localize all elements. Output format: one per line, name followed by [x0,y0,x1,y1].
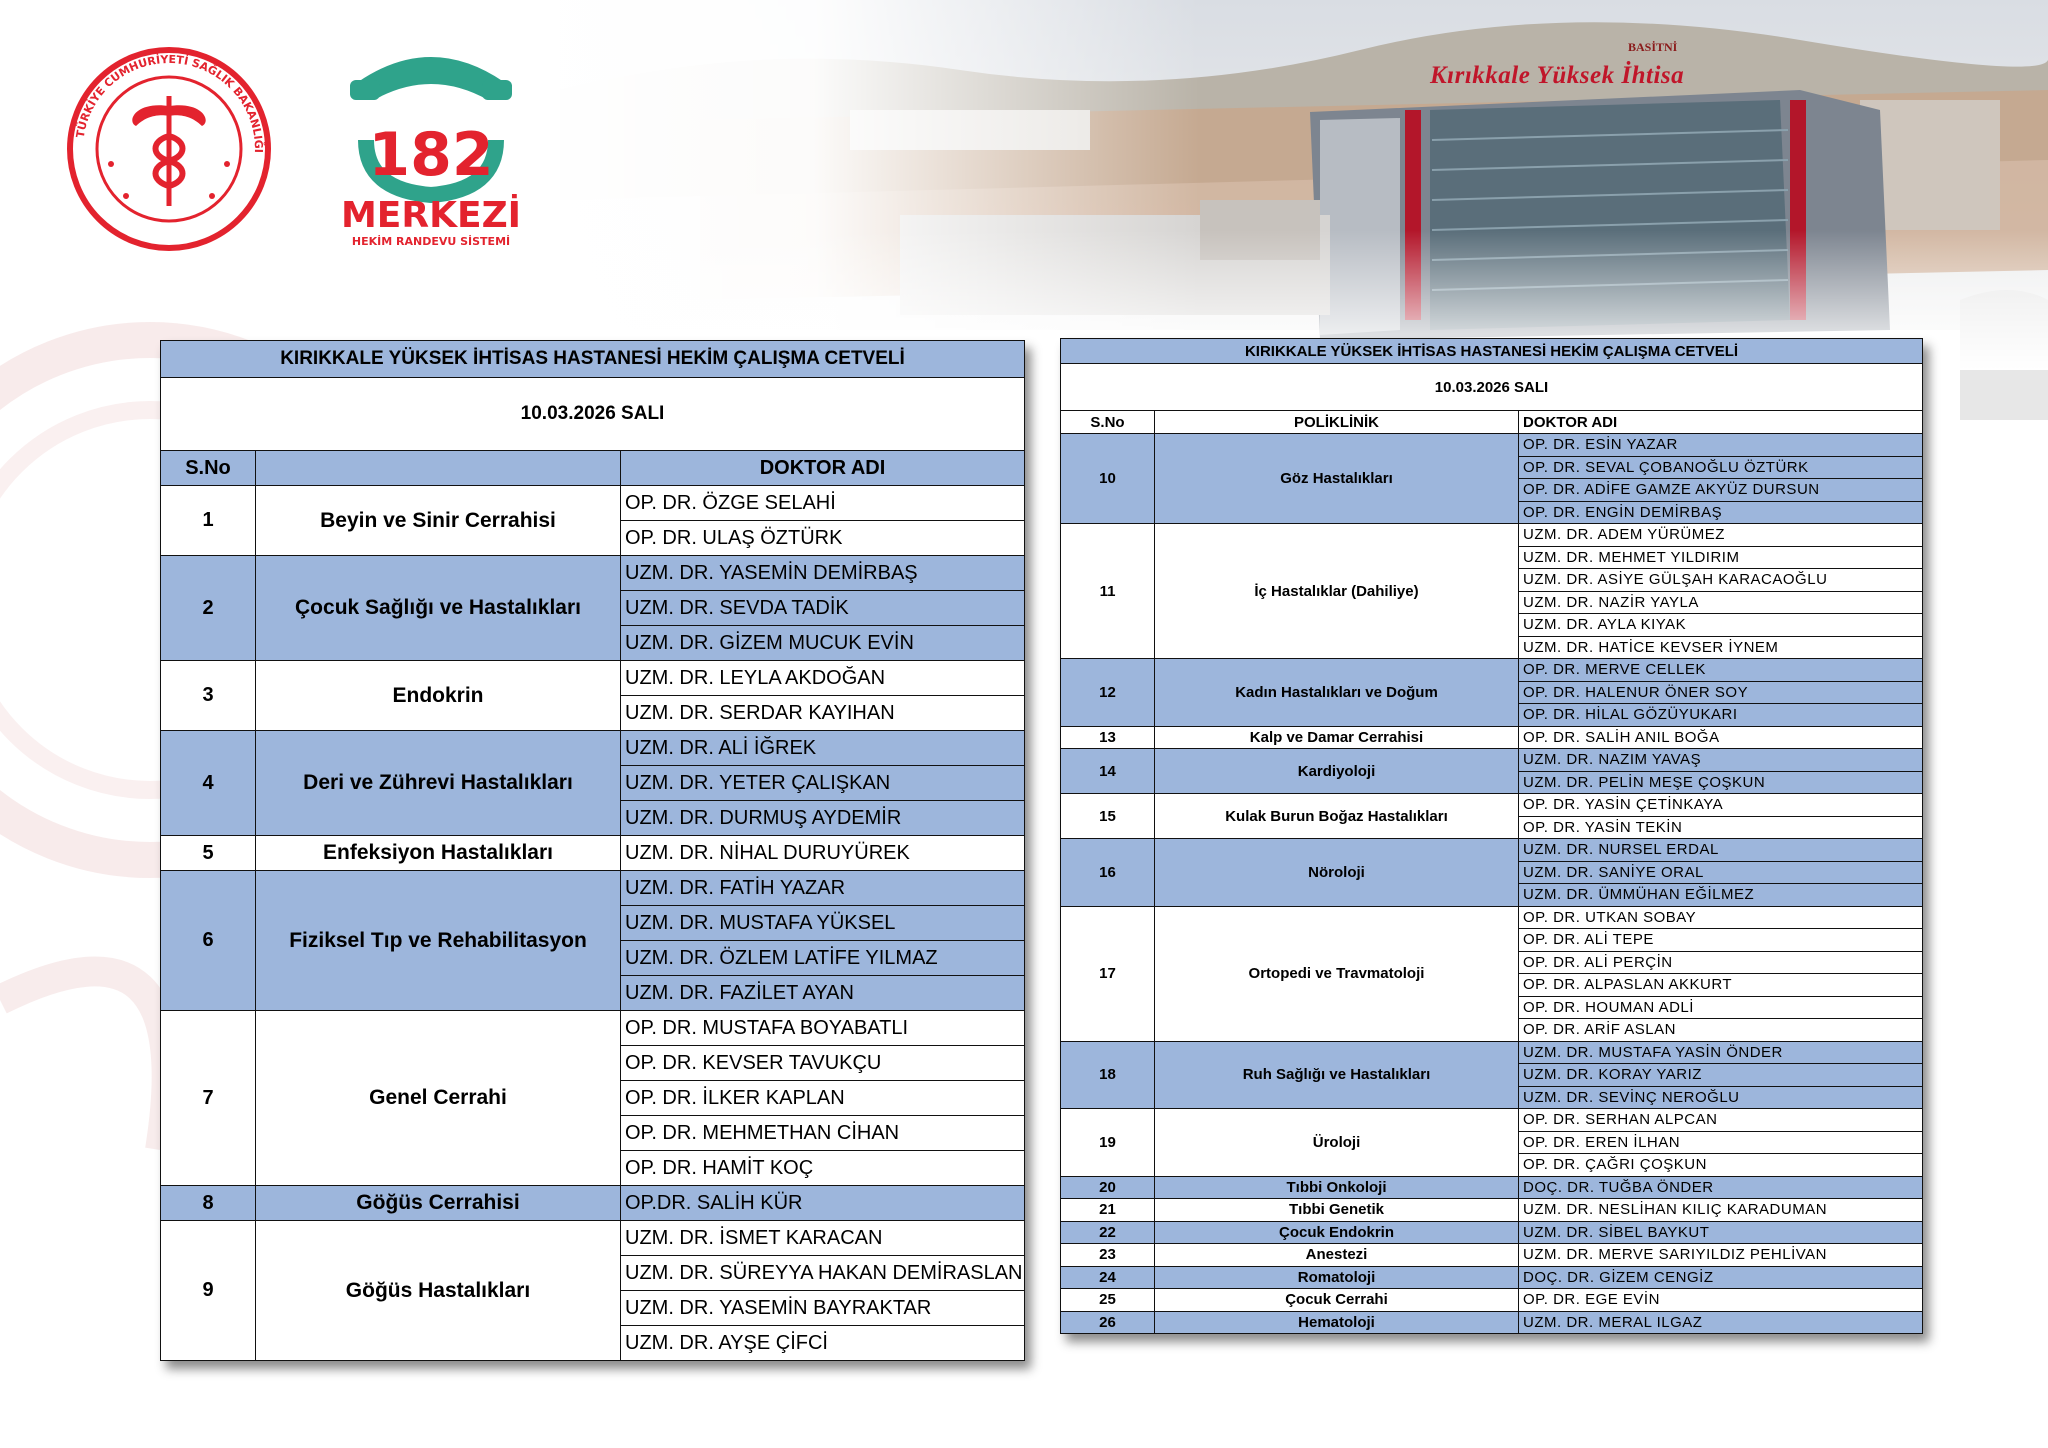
ministry-of-health-logo [66,46,272,252]
row-number: 8 [161,1186,256,1221]
table-row [161,1011,1025,1046]
doctor-name: UZM. DR. GİZEM MUCUK EVİN [621,626,1025,661]
polyclinic-name: Çocuk Cerrahi [1155,1289,1519,1312]
doctor-name: OP. DR. ALİ PERÇİN [1519,951,1923,974]
table-row [161,1186,1025,1221]
doctor-name: UZM. DR. DURMUŞ AYDEMİR [621,801,1025,836]
table-row [1061,749,1923,772]
polyclinic-name: Fiziksel Tıp ve Rehabilitasyon [256,871,621,1011]
column-header-polyclinic: POLİKLİNİK [1155,411,1519,434]
table-row [161,661,1025,696]
table-row [1061,726,1923,749]
doctor-name: OP. DR. HOUMAN ADLİ [1519,996,1923,1019]
schedule-table-right [1060,338,1923,1334]
doctor-name: UZM. DR. FAZİLET AYAN [621,976,1025,1011]
doctor-name: OP. DR. ARİF ASLAN [1519,1019,1923,1042]
table-row [161,871,1025,906]
polyclinic-name: Tıbbi Onkoloji [1155,1176,1519,1199]
polyclinic-name: Anestezi [1155,1244,1519,1267]
row-number: 7 [161,1011,256,1186]
doctor-name: UZM. DR. SERDAR KAYIHAN [621,696,1025,731]
doctor-name: OP. DR. ENGİN DEMİRBAŞ [1519,501,1923,524]
table-date: 10.03.2026 SALI [161,378,1025,451]
table-row [161,486,1025,521]
row-number: 25 [1061,1289,1155,1312]
doctor-name: UZM. DR. NAZİR YAYLA [1519,591,1923,614]
doctor-name: OP. DR. SERHAN ALPCAN [1519,1109,1923,1132]
polyclinic-name: Genel Cerrahi [256,1011,621,1186]
table-body [161,486,1025,1361]
row-number: 16 [1061,839,1155,907]
doctor-name: OP. DR. EREN İLHAN [1519,1131,1923,1154]
table-row [1061,434,1923,457]
doctor-name: OP. DR. SEVAL ÇOBANOĞLU ÖZTÜRK [1519,456,1923,479]
182-number: 182 [368,120,494,190]
row-number: 3 [161,661,256,731]
table-row [1061,794,1923,817]
doctor-name: OP. DR. ALİ TEPE [1519,929,1923,952]
row-number: 6 [161,871,256,1011]
doctor-name: UZM. DR. MERVE SARIYILDIZ PEHLİVAN [1519,1244,1923,1267]
doctor-name: UZM. DR. MEHMET YILDIRIM [1519,546,1923,569]
table-row [1061,1109,1923,1132]
row-number: 13 [1061,726,1155,749]
doctor-name: UZM. DR. NESLİHAN KILIÇ KARADUMAN [1519,1199,1923,1222]
polyclinic-name: Endokrin [256,661,621,731]
row-number: 2 [161,556,256,661]
table-date: 10.03.2026 SALI [1061,364,1923,411]
row-number: 22 [1061,1221,1155,1244]
table-row [1061,1041,1923,1064]
column-header-doctor: DOKTOR ADI [621,451,1025,486]
row-number: 4 [161,731,256,836]
table-row [1061,1221,1923,1244]
doctor-name: UZM. DR. MUSTAFA YASİN ÖNDER [1519,1041,1923,1064]
doctor-name: OP. DR. ULAŞ ÖZTÜRK [621,521,1025,556]
column-header-polyclinic [256,451,621,486]
doctor-name: OP. DR. SALİH ANIL BOĞA [1519,726,1923,749]
doctor-name: OP. DR. HİLAL GÖZÜYUKARI [1519,704,1923,727]
row-number: 20 [1061,1176,1155,1199]
doctor-name: UZM. DR. ADEM YÜRÜMEZ [1519,524,1923,547]
svg-text:TÜRKİYE CUMHURİYETİ SAĞLIK BAK: TÜRKİYE CUMHURİYETİ SAĞLIK BAKANLIĞI [73,52,266,154]
building-sign: Kırıkkale Yüksek İhtisa [1430,62,1685,89]
doctor-name: UZM. DR. SEVDA TADİK [621,591,1025,626]
svg-text:MERKEZİ: MERKEZİ [340,195,522,236]
polyclinic-name: Nöroloji [1155,839,1519,907]
polyclinic-name: Beyin ve Sinir Cerrahisi [256,486,621,556]
table-row [1061,1199,1923,1222]
row-number: 15 [1061,794,1155,839]
doctor-name: UZM. DR. MUSTAFA YÜKSEL [621,906,1025,941]
table-row [1061,839,1923,862]
row-number: 24 [1061,1266,1155,1289]
doctor-name: UZM. DR. NİHAL DURUYÜREK [621,836,1025,871]
building-sign-small: BASİTNİ [1628,40,1678,54]
doctor-name: UZM. DR. ÖZLEM LATİFE YILMAZ [621,941,1025,976]
doctor-name: UZM. DR. ÜMMÜHAN EĞİLMEZ [1519,884,1923,907]
table-row [1061,1311,1923,1334]
doctor-name: UZM. DR. YASEMİN DEMİRBAŞ [621,556,1025,591]
doctor-name: UZM. DR. İSMET KARACAN [621,1221,1025,1256]
doctor-name: OP. DR. YASİN TEKİN [1519,816,1923,839]
doctor-name: UZM. DR. YASEMİN BAYRAKTAR [621,1291,1025,1326]
column-header-sno: S.No [161,451,256,486]
polyclinic-name: Göğüs Cerrahisi [256,1186,621,1221]
polyclinic-name: Hematoloji [1155,1311,1519,1334]
table-row [161,836,1025,871]
table-row [1061,906,1923,929]
polyclinic-name: Tıbbi Genetik [1155,1199,1519,1222]
182-merkezi-logo [336,40,526,250]
polyclinic-name: Üroloji [1155,1109,1519,1177]
row-number: 17 [1061,906,1155,1041]
table-row [161,1221,1025,1256]
polyclinic-name: Deri ve Zührevi Hastalıkları [256,731,621,836]
polyclinic-name: Kalp ve Damar Cerrahisi [1155,726,1519,749]
table-row [1061,524,1923,547]
doctor-name: OP. DR. ALPASLAN AKKURT [1519,974,1923,997]
doctor-name: UZM. DR. ALİ İĞREK [621,731,1025,766]
svg-text:HEKİM RANDEVU SİSTEMİ: HEKİM RANDEVU SİSTEMİ [351,235,511,248]
polyclinic-name: Ruh Sağlığı ve Hastalıkları [1155,1041,1519,1109]
doctor-name: OP.DR. SALİH KÜR [621,1186,1025,1221]
doctor-name: OP. DR. MEHMETHAN CİHAN [621,1116,1025,1151]
doctor-name: UZM. DR. KORAY YARIZ [1519,1064,1923,1087]
row-number: 9 [161,1221,256,1361]
doctor-name: DOÇ. DR. TUĞBA ÖNDER [1519,1176,1923,1199]
doctor-name: OP. DR. UTKAN SOBAY [1519,906,1923,929]
doctor-name: UZM. DR. LEYLA AKDOĞAN [621,661,1025,696]
column-header-sno: S.No [1061,411,1155,434]
table-body [1061,434,1923,1334]
doctor-name: UZM. DR. SÜREYYA HAKAN DEMİRASLAN [621,1256,1025,1291]
doctor-name: OP. DR. EGE EVİN [1519,1289,1923,1312]
polyclinic-name: Enfeksiyon Hastalıkları [256,836,621,871]
table-row [1061,1266,1923,1289]
doctor-name: OP. DR. ÖZGE SELAHİ [621,486,1025,521]
row-number: 1 [161,486,256,556]
row-number: 26 [1061,1311,1155,1334]
row-number: 23 [1061,1244,1155,1267]
doctor-name: OP. DR. HALENUR ÖNER SOY [1519,681,1923,704]
doctor-name: UZM. DR. SANİYE ORAL [1519,861,1923,884]
doctor-name: OP. DR. ESİN YAZAR [1519,434,1923,457]
doctor-name: UZM. DR. PELİN MEŞE ÇOŞKUN [1519,771,1923,794]
doctor-name: UZM. DR. AYŞE ÇİFCİ [621,1326,1025,1361]
doctor-name: UZM. DR. SİBEL BAYKUT [1519,1221,1923,1244]
table-row [1061,1289,1923,1312]
doctor-name: UZM. DR. YETER ÇALIŞKAN [621,766,1025,801]
doctor-name: UZM. DR. MERAL ILGAZ [1519,1311,1923,1334]
polyclinic-name: Çocuk Sağlığı ve Hastalıkları [256,556,621,661]
polyclinic-name: Ortopedi ve Travmatoloji [1155,906,1519,1041]
doctor-name: OP. DR. İLKER KAPLAN [621,1081,1025,1116]
doctor-name: UZM. DR. HATİCE KEVSER İYNEM [1519,636,1923,659]
doctor-name: UZM. DR. FATİH YAZAR [621,871,1025,906]
row-number: 12 [1061,659,1155,727]
row-number: 14 [1061,749,1155,794]
doctor-name: OP. DR. YASİN ÇETİNKAYA [1519,794,1923,817]
table-row [161,556,1025,591]
polyclinic-name: Romatoloji [1155,1266,1519,1289]
table-row [161,731,1025,766]
table-title: KIRIKKALE YÜKSEK İHTİSAS HASTANESİ HEKİM ÇALIŞMA CETVELİ [161,341,1025,378]
polyclinic-name: Kulak Burun Boğaz Hastalıkları [1155,794,1519,839]
polyclinic-name: Kadın Hastalıkları ve Doğum [1155,659,1519,727]
polyclinic-name: Göz Hastalıkları [1155,434,1519,524]
doctor-name: OP. DR. MERVE CELLEK [1519,659,1923,682]
doctor-name: DOÇ. DR. GİZEM CENGİZ [1519,1266,1923,1289]
doctor-name: OP. DR. HAMİT KOÇ [621,1151,1025,1186]
row-number: 21 [1061,1199,1155,1222]
doctor-name: OP. DR. KEVSER TAVUKÇU [621,1046,1025,1081]
schedule-table-left [160,340,1025,1361]
doctor-name: OP. DR. ADİFE GAMZE AKYÜZ DURSUN [1519,479,1923,502]
doctor-name: UZM. DR. AYLA KIYAK [1519,614,1923,637]
doctor-name: UZM. DR. ASİYE GÜLŞAH KARACAOĞLU [1519,569,1923,592]
polyclinic-name: Göğüs Hastalıkları [256,1221,621,1361]
row-number: 10 [1061,434,1155,524]
doctor-name: UZM. DR. SEVİNÇ NEROĞLU [1519,1086,1923,1109]
table-row [1061,1176,1923,1199]
column-header-doctor: DOKTOR ADI [1519,411,1923,434]
row-number: 5 [161,836,256,871]
polyclinic-name: Kardiyoloji [1155,749,1519,794]
polyclinic-name: Çocuk Endokrin [1155,1221,1519,1244]
doctor-name: UZM. DR. NAZIM YAVAŞ [1519,749,1923,772]
row-number: 19 [1061,1109,1155,1177]
row-number: 11 [1061,524,1155,659]
row-number: 18 [1061,1041,1155,1109]
table-row [1061,1244,1923,1267]
doctor-name: UZM. DR. NURSEL ERDAL [1519,839,1923,862]
table-title: KIRIKKALE YÜKSEK İHTİSAS HASTANESİ HEKİM ÇALIŞMA CETVELİ [1061,339,1923,364]
doctor-name: OP. DR. MUSTAFA BOYABATLI [621,1011,1025,1046]
polyclinic-name: İç Hastalıklar (Dahiliye) [1155,524,1519,659]
doctor-name: OP. DR. ÇAĞRI ÇOŞKUN [1519,1154,1923,1177]
table-row [1061,659,1923,682]
